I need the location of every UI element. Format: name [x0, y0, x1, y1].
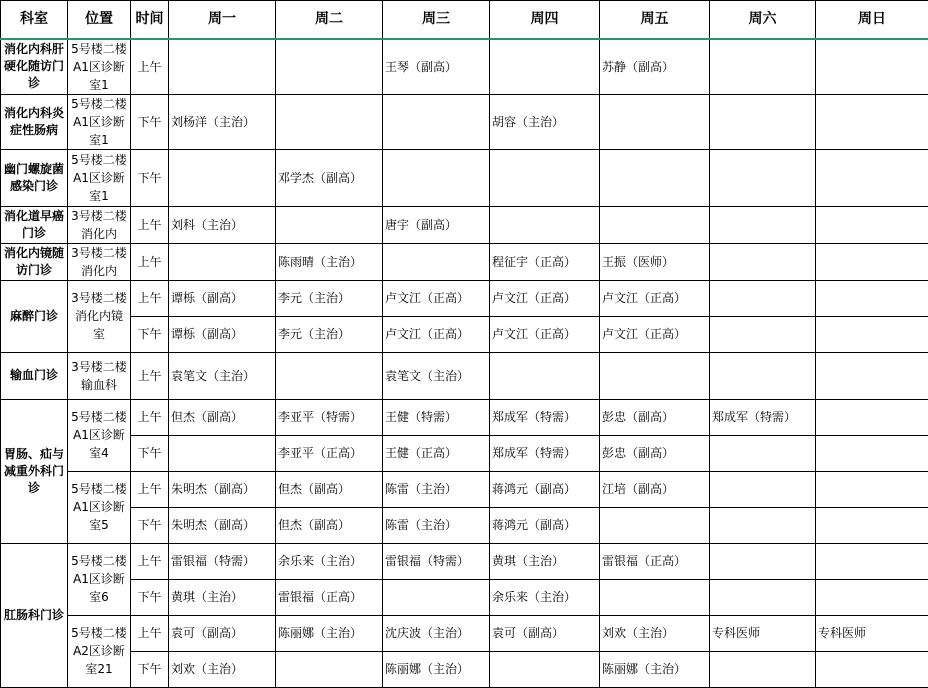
doctor-cell: 胡容（主治） — [490, 94, 600, 149]
doctor-cell — [816, 149, 928, 206]
doctor-cell — [600, 206, 710, 243]
time-cell: 上午 — [131, 543, 169, 579]
doctor-cell: 李元（主治） — [276, 316, 383, 352]
header-mon: 周一 — [169, 1, 276, 39]
schedule-row — [1, 316, 928, 352]
doctor-cell: 雷银福（正高） — [276, 579, 383, 615]
dept-cell: 消化内镜随访门诊 — [1, 243, 68, 280]
doctor-cell: 王琴（副高） — [383, 39, 490, 95]
schedule-row — [1, 543, 928, 579]
schedule-row — [1, 243, 928, 280]
dept-cell: 消化内科炎症性肠病 — [1, 94, 68, 149]
doctor-cell — [600, 579, 710, 615]
doctor-cell: 苏静（副高） — [600, 39, 710, 95]
doctor-cell: 雷银福（特需） — [169, 543, 276, 579]
doctor-cell: 专科医师 — [710, 615, 816, 651]
schedule-row — [1, 94, 928, 149]
doctor-cell — [816, 435, 928, 471]
location-cell: 3号楼二楼输血科 — [68, 352, 131, 399]
header-wed: 周三 — [383, 1, 490, 39]
doctor-cell — [816, 507, 928, 543]
doctor-cell: 袁笔文（主治） — [383, 352, 490, 399]
doctor-cell: 卢文江（正高） — [490, 280, 600, 316]
header-dept: 科室 — [1, 1, 68, 39]
doctor-cell: 卢文江（正高） — [600, 280, 710, 316]
location-cell: 5号楼二楼A1区诊断室1 — [68, 94, 131, 149]
time-cell: 上午 — [131, 39, 169, 95]
doctor-cell — [816, 471, 928, 507]
doctor-cell: 陈丽娜（主治） — [600, 651, 710, 687]
doctor-cell — [169, 243, 276, 280]
doctor-cell: 余乐来（主治） — [276, 543, 383, 579]
doctor-cell: 陈雷（主治） — [383, 471, 490, 507]
time-cell: 下午 — [131, 94, 169, 149]
doctor-cell — [169, 39, 276, 95]
doctor-cell: 程征宇（正高） — [490, 243, 600, 280]
doctor-cell — [710, 507, 816, 543]
doctor-cell: 李亚平（正高） — [276, 435, 383, 471]
doctor-cell: 刘欢（主治） — [169, 651, 276, 687]
doctor-cell — [710, 651, 816, 687]
doctor-cell: 卢文江（正高） — [383, 280, 490, 316]
header-thu: 周四 — [490, 1, 600, 39]
schedule-row — [1, 507, 928, 543]
doctor-cell — [383, 94, 490, 149]
doctor-cell: 卢文江（正高） — [600, 316, 710, 352]
doctor-cell — [169, 149, 276, 206]
schedule-row — [1, 651, 928, 687]
doctor-cell: 谭栎（副高） — [169, 280, 276, 316]
doctor-cell — [710, 280, 816, 316]
doctor-cell: 陈丽娜（主治） — [383, 651, 490, 687]
doctor-cell — [816, 543, 928, 579]
doctor-cell — [710, 352, 816, 399]
doctor-cell — [816, 206, 928, 243]
schedule-row — [1, 206, 928, 243]
doctor-cell: 唐宇（副高） — [383, 206, 490, 243]
schedule-row — [1, 352, 928, 399]
doctor-cell: 雷银福（特需） — [383, 543, 490, 579]
header-time: 时间 — [131, 1, 169, 39]
doctor-cell — [276, 352, 383, 399]
doctor-cell — [816, 651, 928, 687]
doctor-cell: 朱明杰（副高） — [169, 507, 276, 543]
location-cell: 5号楼二楼A1区诊断室1 — [68, 39, 131, 95]
doctor-cell: 黄琪（主治） — [490, 543, 600, 579]
location-cell: 3号楼二楼消化内 — [68, 243, 131, 280]
location-cell: 5号楼二楼A1区诊断室4 — [68, 399, 131, 471]
doctor-cell — [490, 39, 600, 95]
doctor-cell — [710, 206, 816, 243]
doctor-cell — [816, 243, 928, 280]
doctor-cell — [490, 149, 600, 206]
doctor-cell: 王振（医师） — [600, 243, 710, 280]
doctor-cell — [816, 352, 928, 399]
doctor-cell — [710, 94, 816, 149]
doctor-cell — [710, 471, 816, 507]
location-cell: 3号楼二楼消化内镜室 — [68, 280, 131, 352]
doctor-cell: 邓学杰（副高） — [276, 149, 383, 206]
doctor-cell — [816, 399, 928, 435]
doctor-cell: 沈庆波（主治） — [383, 615, 490, 651]
doctor-cell — [816, 280, 928, 316]
time-cell: 下午 — [131, 316, 169, 352]
doctor-cell: 郑成军（特需） — [710, 399, 816, 435]
header-sun: 周日 — [816, 1, 928, 39]
doctor-cell: 蒋鸿元（副高） — [490, 507, 600, 543]
time-cell: 下午 — [131, 579, 169, 615]
doctor-cell: 专科医师 — [816, 615, 928, 651]
doctor-cell — [710, 149, 816, 206]
dept-cell: 麻醉门诊 — [1, 280, 68, 352]
doctor-cell — [383, 149, 490, 206]
doctor-cell — [710, 243, 816, 280]
time-cell: 上午 — [131, 399, 169, 435]
doctor-cell: 蒋鸿元（副高） — [490, 471, 600, 507]
time-cell: 上午 — [131, 280, 169, 316]
doctor-cell: 彭忠（副高） — [600, 399, 710, 435]
doctor-cell: 陈雨晴（主治） — [276, 243, 383, 280]
header-tue: 周二 — [276, 1, 383, 39]
location-cell: 5号楼二楼A1区诊断室1 — [68, 149, 131, 206]
doctor-cell — [816, 579, 928, 615]
location-cell: 5号楼二楼A1区诊断室6 — [68, 543, 131, 615]
doctor-cell: 朱明杰（副高） — [169, 471, 276, 507]
time-cell: 下午 — [131, 507, 169, 543]
doctor-cell — [276, 39, 383, 95]
header-sat: 周六 — [710, 1, 816, 39]
doctor-cell: 彭忠（副高） — [600, 435, 710, 471]
header-fri: 周五 — [600, 1, 710, 39]
doctor-cell — [169, 435, 276, 471]
time-cell: 上午 — [131, 206, 169, 243]
location-cell: 3号楼二楼消化内 — [68, 206, 131, 243]
doctor-cell: 但杰（副高） — [276, 507, 383, 543]
doctor-cell: 刘杨洋（主治） — [169, 94, 276, 149]
time-cell: 上午 — [131, 615, 169, 651]
doctor-cell — [600, 352, 710, 399]
time-cell: 下午 — [131, 149, 169, 206]
doctor-cell: 卢文江（正高） — [383, 316, 490, 352]
doctor-cell: 陈雷（主治） — [383, 507, 490, 543]
doctor-cell: 刘欢（主治） — [600, 615, 710, 651]
doctor-cell — [600, 507, 710, 543]
doctor-cell — [816, 94, 928, 149]
dept-cell: 幽门螺旋菌感染门诊 — [1, 149, 68, 206]
doctor-cell — [710, 579, 816, 615]
doctor-cell: 李元（主治） — [276, 280, 383, 316]
doctor-cell — [490, 651, 600, 687]
schedule-row — [1, 471, 928, 507]
doctor-cell: 李亚平（特需） — [276, 399, 383, 435]
dept-cell: 胃肠、疝与减重外科门诊 — [1, 399, 68, 543]
doctor-cell: 郑成军（特需） — [490, 399, 600, 435]
dept-cell: 消化内科肝硬化随访门诊 — [1, 39, 68, 95]
time-cell: 上午 — [131, 471, 169, 507]
schedule-row — [1, 149, 928, 206]
doctor-cell: 谭栎（副高） — [169, 316, 276, 352]
time-cell: 下午 — [131, 651, 169, 687]
doctor-cell: 王健（正高） — [383, 435, 490, 471]
doctor-cell — [600, 149, 710, 206]
doctor-cell — [490, 352, 600, 399]
doctor-cell: 袁可（副高） — [490, 615, 600, 651]
doctor-cell — [276, 651, 383, 687]
dept-cell: 输血门诊 — [1, 352, 68, 399]
doctor-cell: 黄琪（主治） — [169, 579, 276, 615]
doctor-cell — [710, 316, 816, 352]
doctor-cell — [276, 94, 383, 149]
doctor-cell — [710, 543, 816, 579]
doctor-cell: 江培（副高） — [600, 471, 710, 507]
doctor-cell: 余乐来（主治） — [490, 579, 600, 615]
doctor-cell — [710, 435, 816, 471]
doctor-cell: 雷银福（正高） — [600, 543, 710, 579]
doctor-cell — [600, 94, 710, 149]
doctor-cell: 王健（特需） — [383, 399, 490, 435]
doctor-cell: 但杰（副高） — [276, 471, 383, 507]
doctor-cell: 但杰（副高） — [169, 399, 276, 435]
doctor-cell: 袁可（副高） — [169, 615, 276, 651]
doctor-cell — [710, 39, 816, 95]
schedule-row — [1, 615, 928, 651]
doctor-cell — [383, 243, 490, 280]
doctor-cell: 陈丽娜（主治） — [276, 615, 383, 651]
doctor-cell: 卢文江（正高） — [490, 316, 600, 352]
schedule-row — [1, 435, 928, 471]
doctor-cell: 郑成军（特需） — [490, 435, 600, 471]
time-cell: 上午 — [131, 243, 169, 280]
doctor-cell: 袁笔文（主治） — [169, 352, 276, 399]
doctor-cell — [383, 579, 490, 615]
schedule-row — [1, 280, 928, 316]
location-cell: 5号楼二楼A2区诊断室21 — [68, 615, 131, 687]
dept-cell: 消化道早癌门诊 — [1, 206, 68, 243]
time-cell: 上午 — [131, 352, 169, 399]
schedule-row — [1, 399, 928, 435]
schedule-body — [1, 39, 928, 688]
doctor-cell — [490, 206, 600, 243]
doctor-cell — [816, 316, 928, 352]
doctor-cell — [816, 39, 928, 95]
schedule-row — [1, 579, 928, 615]
doctor-cell: 刘科（主治） — [169, 206, 276, 243]
header-location: 位置 — [68, 1, 131, 39]
header-row — [1, 1, 928, 39]
doctor-cell — [276, 206, 383, 243]
dept-cell: 肛肠科门诊 — [1, 543, 68, 687]
time-cell: 下午 — [131, 435, 169, 471]
schedule-row — [1, 39, 928, 95]
location-cell: 5号楼二楼A1区诊断室5 — [68, 471, 131, 543]
